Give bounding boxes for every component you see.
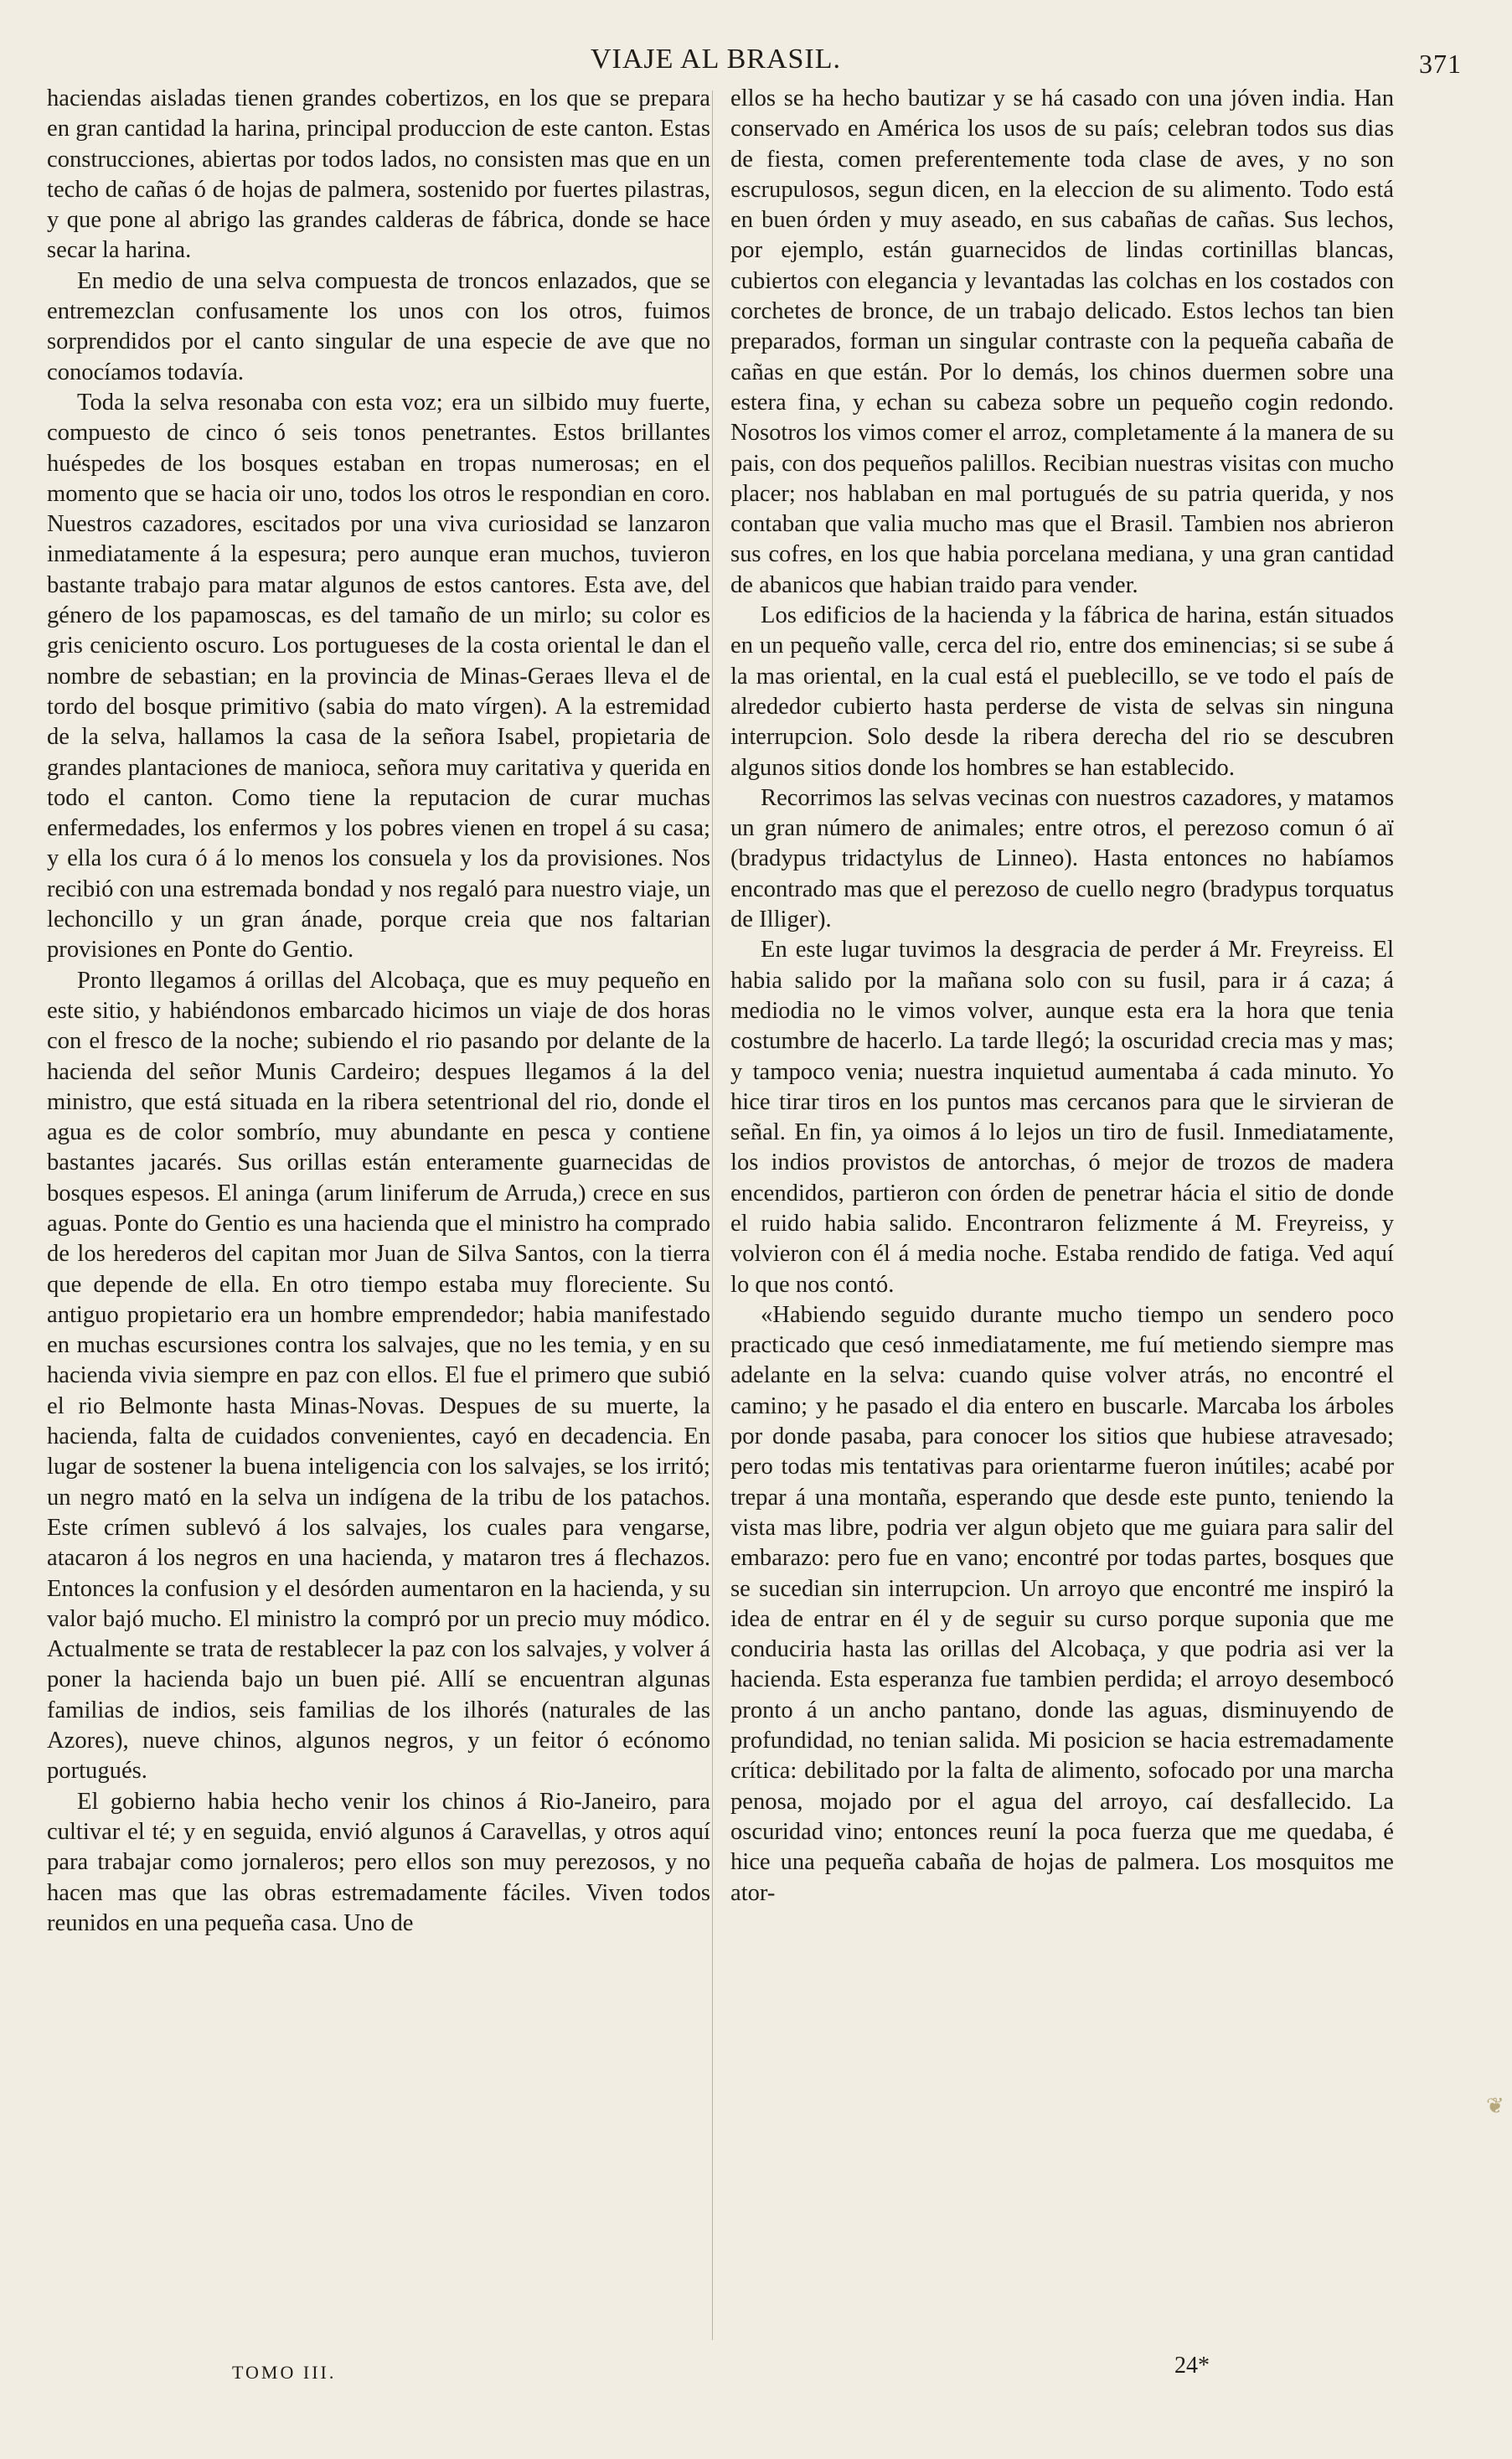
paragraph: «Habiendo seguido durante mucho tiempo un sendero poco practicado que cesó inmediatamente, me fuí metiendo siempre mas adelante en la selva: cuando quise volver atrás, no encontré el camino; y he pasado el dia entero en buscarle. Marcaba los árboles por donde pasaba, para conocer los sitios que hubiese atravesado; pero todas mis tentativas para orientarme fueron inútiles; acabé por trepar á una montaña, esperando que desde este punto, teniendo la vista mas libre, podria ver algun objeto que me guiara para salir del embarazo: pero fue en vano; encontré por todas partes, bosques que se sucedian sin interrupcion. Un arroyo que encontré me inspiró la idea de entrar en él y de seguir su curso porque suponia que me conduciria hasta las orillas del Alcobaça, y que podria asi ver la hacienda. Esta esperanza fue tambien perdida; el arroyo desembocó pronto á un ancho pantano, donde las aguas, disminuyendo de profundidad, no tenian salida. Mi posicion se hacia estremadamente crítica: debilitado por la falta de alimento, sofocado por una marcha penosa, mojado por el agua del arroyo, caí desfallecido. La oscuridad vino; entonces reuní la poca fuerza que me quedaba, é hice una pequeña cabaña de hojas de palmera. Los mosquitos me ator- <box>730 1301 1394 1906</box>
volume-label: TOMO III. <box>232 2362 337 2383</box>
paragraph: haciendas aisladas tienen grandes cobertizos, en los que se prepara en gran cantidad la harina, principal produccion de este canton. Estas construcciones, abiertas por todos lados, no consisten mas que en un techo de cañas ó de hojas de palmera, sostenido por fuertes pilastras, y que pone al abrigo las grandes calderas de fábrica, donde se hace secar la harina. <box>47 85 710 264</box>
signature-mark: 24* <box>1174 2353 1210 2379</box>
paragraph: En medio de una selva compuesta de troncos enlazados, que se entremezclan confusamente los unos con los otros, fuimos sorprendidos por el canto singular de una especie de ave que no conocíamos todavía. <box>47 267 710 385</box>
paragraph: ellos se ha hecho bautizar y se há casado con una jóven india. Han conservado en América los usos de su país; celebran todos sus dias de fiesta, comen preferentemente toda clase de aves, y no son escrupulosos, segun dicen, en la eleccion de su alimento. Todo está en buen órden y muy aseado, en sus cabañas de cañas. Sus lechos, por ejemplo, están guarnecidos de lindas cortinillas blancas, cubiertos con elegancia y levantadas las colchas en los costados con corchetes de bronce, de un trabajo delicado. Estos lechos tan bien preparados, forman un singular contraste con la pequeña cabaña de cañas en que están. Por lo demás, los chinos duermen sobre una estera fina, y echan su cabeza sobre un pequeño cogin redondo. Nosotros los vimos comer el arroz, completamente á la manera de su pais, con dos pequeños palillos. Recibian nuestras visitas con mucho placer; nos hablaban en mal portugués de su patria querida, y nos contaban que valia mucho mas que el Brasil. Tambien nos abrieron sus cofres, en los que habia porcelana mediana, y una gran cantidad de abanicos que habian traido para vender. <box>730 85 1394 598</box>
paragraph: Pronto llegamos á orillas del Alcobaça, que es muy pequeño en este sitio, y habiéndonos embarcado hicimos un viaje de dos horas con el fresco de la noche; subiendo el rio pasando por delante de la hacienda del señor Munis Cardeiro; despues llegamos á la del ministro, que está situada en la ribera setentrional del rio, donde el agua es de color sombrío, muy abundante en pesca y contiene bastantes jacarés. Sus orillas están enteramente guarnecidas de bosques espesos. El aninga (arum liniferum de Arruda,) crece en sus aguas. Ponte do Gentio es una hacienda que el ministro ha comprado de los herederos del capitan mor Juan de Silva Santos, con la tierra que depende de ella. En otro tiempo estaba muy floreciente. Su antiguo propietario era un hombre emprendedor; habia manifestado en muchas escursiones contra los salvajes, que no les temia, y en su hacienda vivia siempre en paz con ellos. El fue el primero que subió el rio Belmonte hasta Minas-Novas. Despues de su muerte, la hacienda, falta de cuidados convenientes, cayó en decadencia. En lugar de sostener la buena inteligencia con los salvajes, se los irritó; un negro mató en la selva un indígena de la tribu de los patachos. Este crímen sublevó á los salvajes, los cuales para vengarse, atacaron á los negros en una hacienda, y mataron tres á flechazos. Entonces la confusion y el desórden aumentaron en la hacienda, y su valor bajó mucho. El ministro la compró por un precio muy módico. Actualmente se trata de restablecer la paz con los salvajes, y volver á poner la hacienda bajo un buen pié. Allí se encuentran algunas familias de indios, seis familias de los ilhorés (naturales de las Azores), nueve chinos, algunos negros, y un feitor ó ecónomo portugués. <box>47 967 710 1785</box>
running-title: VIAJE AL BRASIL. <box>591 44 842 75</box>
paragraph: Recorrimos las selvas vecinas con nuestros cazadores, y matamos un gran número de animales; entre otros, el perezoso comun ó aï (bradypus tridactylus de Linneo). Hasta entonces no habíamos encontrado mas que el perezoso de cuello negro (bradypus torquatus de Illiger). <box>730 784 1394 933</box>
paragraph: Los edificios de la hacienda y la fábrica de harina, están situados en un pequeño valle, cerca del rio, entre dos eminencias; si se sube á la mas oriental, en la cual está el pueblecillo, se ve todo el país de alrededor cubierto hasta perderse de vista de selvas sin ninguna interrupcion. Solo desde la ribera derecha del rio se descubren algunos sitios donde los hombres se han establecido. <box>730 602 1394 781</box>
column-divider <box>712 90 713 2340</box>
ink-blot-icon: ❦ <box>1486 2094 1504 2118</box>
page-number: 371 <box>1419 49 1462 79</box>
right-column <box>730 84 1394 1909</box>
paragraph: En este lugar tuvimos la desgracia de perder á Mr. Freyreiss. El habia salido por la mañana solo con su fusil, para ir á caza; á mediodia no le vimos volver, aunque esta era la hora que tenia costumbre de hacerlo. La tarde llegó; la oscuridad crecia mas y mas; y tampoco venia; nuestra inquietud aumentaba á cada minuto. Yo hice tirar tiros en los puntos mas cercanos para que le sirvieran de señal. En fin, ya oimos á lo lejos un tiro de fusil. Inmediatamente, los indios provistos de antorchas, ó mejor de trozos de madera encendidos, partieron con órden de penetrar hácia el sitio de donde el ruido habia salido. Encontraron felizmente á M. Freyreiss, y volvieron con él á media noche. Estaba rendido de fatiga. Ved aquí lo que nos contó. <box>730 937 1394 1298</box>
paragraph: Toda la selva resonaba con esta voz; era un silbido muy fuerte, compuesto de cinco ó seis tonos penetrantes. Estos brillantes huéspedes de los bosques estaban en tropas numerosas; en el momento que se hacia oir uno, todos los otros le respondian en coro. Nuestros cazadores, escitados por una viva curiosidad se lanzaron inmediatamente á la espesura; pero aunque eran muchos, tuvieron bastante trabajo para matar algunos de estos cantores. Esta ave, del género de los papamoscas, es del tamaño de un mirlo; su color es gris ceniciento oscuro. Los portugueses de la costa oriental le dan el nombre de sebastian; en la provincia de Minas-Geraes lleva el de tordo del bosque primitivo (sabia do mato vírgen). A la estremidad de la selva, hallamos la casa de la señora Isabel, propietaria de grandes plantaciones de manioca, señora muy caritativa y querida en todo el canton. Como tiene la reputacion de curar muchas enfermedades, los enfermos y los pobres vienen en tropel á su casa; y ella los cura ó á lo menos los consuela y los da provisiones. Nos recibió con una estremada bondad y nos regaló para nuestro viaje, un lechoncillo y un gran ánade, porque creia que nos faltarian provisiones en Ponte do Gentio. <box>47 389 710 963</box>
page-header <box>0 44 1512 85</box>
left-column <box>47 84 710 1939</box>
paragraph: El gobierno habia hecho venir los chinos á Rio-Janeiro, para cultivar el té; y en seguida, envió algunos á Caravellas, y otros aquí para trabajar como jornaleros; pero ellos son muy perezosos, y no hacen mas que las obras estremadamente fáciles. Viven todos reunidos en una pequeña casa. Uno de <box>47 1788 710 1936</box>
